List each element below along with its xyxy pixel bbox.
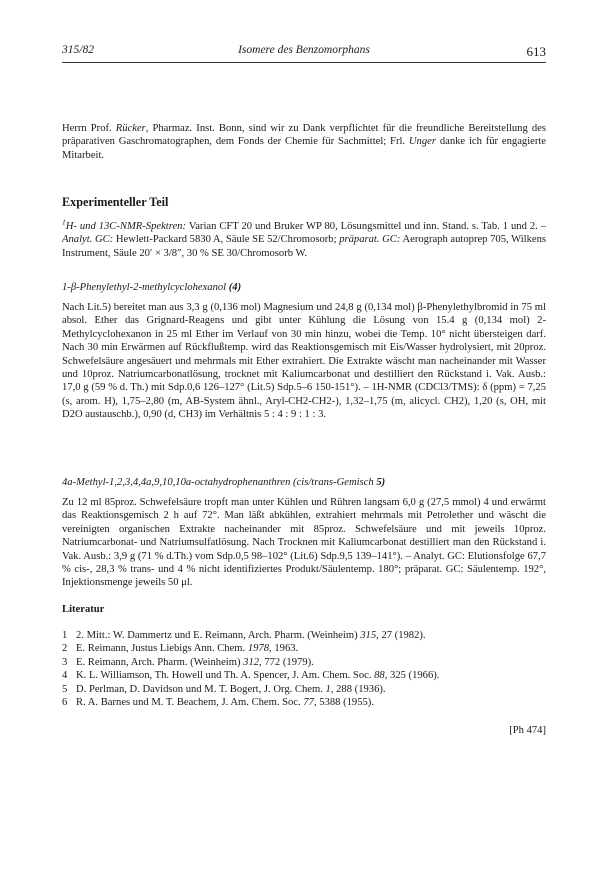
reference-item: 6 R. A. Barnes und M. T. Beachem, J. Am. Chem. Soc. 77, 5388 (1955). (62, 697, 374, 709)
document-page (62, 44, 547, 736)
compound2-procedure: Zu 12 ml 85proz. Schwefelsäure tropft man unter Kühlen und Rühren langsam 6,0 g (27,5 mmol) 4 und erwärmt das Reaktionsgemisch 2 h auf 72°. Man läßt abkühlen, extrahiert mehrmals mit Petrolether und wäscht die vereinigten organischen Extrakte nacheinander mit 85proz. Schwefelsäure und mit jeweils 10proz. Natriumcarbonat- und Natriumsulfatlösung. Nach Trocknen mit Kaliumcarbonat destilliert man den Rückstand i. Vak. Ausb.: 3,9 g (71 % d.Th.) vom Sdp.0,5 98–102° (Lit.6) Sdp.9,5 139–141°). – Analyt. GC: Elutionsfolge 67,7 % cis-, 28,3 % trans- und 4 % nicht identifiziertes Produkt/Säulentemp. 180°; präparat. GC: Säulentemp. 192°, Injektionsmenge jeweils 50 μl. (62, 497, 546, 589)
header-rule (62, 62, 546, 63)
literature-heading: Literatur (62, 604, 105, 615)
page-header (62, 44, 546, 60)
journal-issue: 315/82 (62, 44, 94, 56)
reference-list (62, 629, 546, 709)
compound2-title: 4a-Methyl-1,2,3,4,4a,9,10,10a-octahydrophenanthren (cis/trans-Gemisch 5) (62, 477, 386, 488)
acknowledgement-paragraph: Herrn Prof. Rücker, Pharmaz. Inst. Bonn, sind wir zu Dank verpflichtet für die freundliche Bereitstellung des präparativen Gaschromatographen, dem Fonds der Chemie für Sachmittel; Frl. Unger danke ich für engagierte Mitarbeit. (62, 123, 547, 161)
reference-item: 2 E. Reimann, Justus Liebigs Ann. Chem. 1978, 1963. (62, 643, 299, 655)
reference-item: 4 K. L. Williamson, Th. Howell und Th. A. Spencer, J. Am. Chem. Soc. 88, 325 (1966). (62, 670, 440, 682)
compound1-title: 1-β-Phenylethyl-2-methylcyclohexanol (4) (62, 282, 242, 293)
reference-item: 3 E. Reimann, Arch. Pharm. (Weinheim) 312, 772 (1979). (62, 656, 314, 668)
compound1-procedure: Nach Lit.5) bereitet man aus 3,3 g (0,136 mol) Magnesium und 24,8 g (0,134 mol) β-Phenylethylbromid in 75 ml absol. Ether das Grignard-Reagens und gibt unter Kühlung die Lösung von 15.4 g (0,134 mol) 2-Methylcyclohexanon in 25 ml Ether im Verlauf von 30 min hinzu, wobei die Temp. 10° nicht übersteigen darf. Nach 30 min Erwärmen auf Rückflußtemp. wird das Reaktionsgemisch mit Eis/Wasser hydrolysiert, mit 20proz. Schwefelsäure angesäuert und mehrmals mit Ether extrahiert. Die Extrakte wäscht man nacheinander mit Wasser und 10proz. Natriumcarbonatlösung, trocknet mit Kaliumcarbonat und destilliert den Rückstand i. Vak. Ausb.: 17,0 g (59 % d. Th.) mit Sdp.0,6 126–127° (Lit.5) Sdp.5–6 150-151°). – 1H-NMR (CDCl3/TMS): δ (ppm) = 7,25 (s, arom. H), 1,75–2,80 (m, AB-System ähnl., Aryl-CH2-CH2-), 1,32–1,75 (m, alicycl. CH2), 1,20 (s, OH, mit D2O austauschb.), 0,90 (d, CH3) im Verhältnis 5 : 4 : 9 : 1 : 3. (62, 302, 546, 421)
reference-item: 5 D. Perlman, D. Davidson und M. T. Bogert, J. Org. Chem. 1, 288 (1936). (62, 683, 386, 695)
reference-item: 1 2. Mitt.: W. Dammertz und E. Reimann, Arch. Pharm. (Weinheim) 315, 27 (1982). (62, 630, 426, 641)
section-heading: Experimenteller Teil (62, 195, 169, 209)
manuscript-code: [Ph 474] (509, 725, 546, 736)
nmr-paragraph: $^1$H- und 13C-NMR-Spektren: Varian CFT 20 und Bruker WP 80, Lösungsmittel und inn. Stand. s. Tab. 1 und 2. – Analyt. GC: Hewlett-Packard 5830 A, Säule SE 52/Chromosorb; präparat. GC: Aerograph autoprep 705, Wilkens Instrument, Säule 20′ × 3/8″, 30 % SE 30/Chromosorb W. (62, 217, 547, 259)
page-number: 613 (526, 44, 546, 59)
running-title: Isomere des Benzomorphans (238, 44, 370, 56)
